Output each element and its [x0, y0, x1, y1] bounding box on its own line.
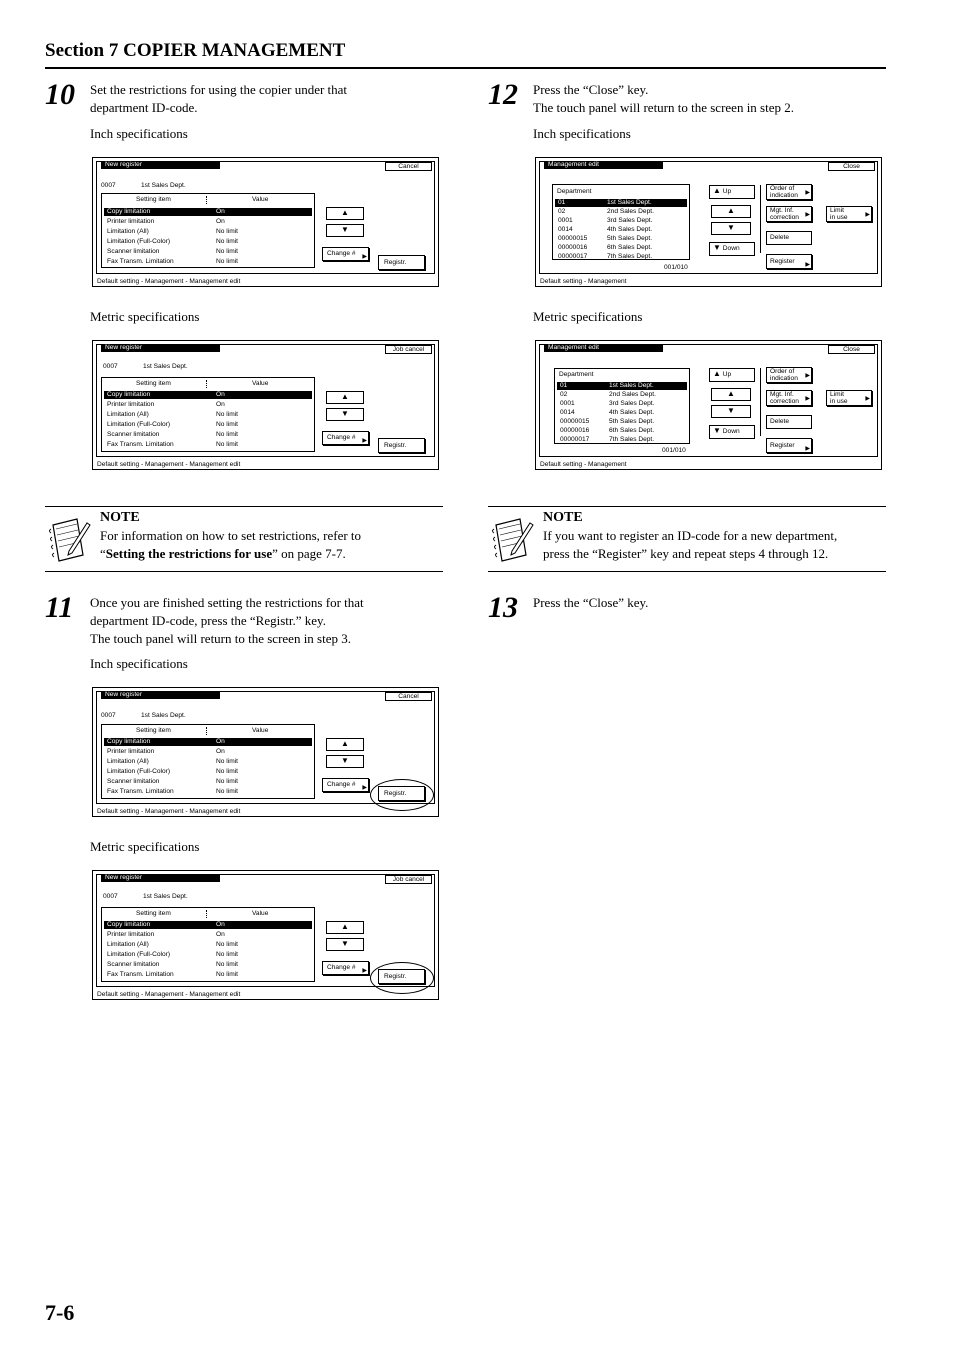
limit-in-use-button[interactable]: Limit in use ▶ — [826, 390, 872, 406]
scroll-up-button[interactable]: ▲ — [711, 205, 751, 218]
notepad-pencil-icon — [490, 515, 534, 565]
dept-name: 1st Sales Dept. — [143, 363, 188, 370]
table-row[interactable]: Fax Transm. Limitation No limit — [107, 971, 238, 978]
screen-title: New register — [101, 691, 220, 699]
note-box — [488, 506, 886, 572]
status-bar: Default setting - Management - Management edit — [97, 808, 241, 815]
delete-button[interactable]: Delete — [766, 415, 812, 429]
step-10-text — [90, 81, 347, 117]
scroll-up-button[interactable]: ▲ — [711, 388, 751, 401]
settings-table — [101, 193, 315, 268]
list-item[interactable]: 02 2nd Sales Dept. — [560, 391, 656, 398]
metric-spec-label: Metric specifications — [533, 309, 643, 324]
table-row[interactable]: Fax Transm. Limitation No limit — [107, 788, 238, 795]
dept-name: 1st Sales Dept. — [141, 182, 186, 189]
management-edit-screen — [535, 340, 882, 470]
note-line: If you want to register an ID-code for a new department, — [543, 528, 838, 543]
highlight-circle — [370, 962, 434, 994]
screen-title: Management edit — [544, 344, 663, 352]
arrow-up-icon: ▲ — [713, 186, 721, 195]
arrow-right-icon: ▶ — [805, 446, 810, 452]
col-value: Value — [252, 910, 269, 917]
col-value: Value — [252, 196, 269, 203]
table-row[interactable]: Limitation (All) No limit — [107, 941, 238, 948]
note-heading: NOTE — [543, 510, 583, 525]
scroll-down-button[interactable]: ▼ — [711, 222, 751, 235]
table-row[interactable]: Limitation (Full-Color) No limit — [107, 768, 238, 775]
arrow-down-icon: ▼ — [713, 243, 721, 252]
inch-spec-label: Inch specifications — [90, 126, 188, 141]
step-12-text — [533, 81, 794, 117]
settings-table — [101, 724, 315, 799]
table-row[interactable]: Fax Transm. Limitation No limit — [107, 441, 238, 448]
list-item[interactable]: 02 2nd Sales Dept. — [558, 208, 654, 215]
metric-spec-label: Metric specifications — [90, 839, 200, 854]
table-row[interactable]: Scanner limitation No limit — [107, 431, 238, 438]
change-number-button[interactable]: Change # ▶ — [322, 247, 369, 261]
list-item[interactable]: 01 1st Sales Dept. — [557, 382, 687, 390]
list-item[interactable]: 0001 3rd Sales Dept. — [560, 400, 655, 407]
table-row[interactable]: Limitation (Full-Color) No limit — [107, 238, 238, 245]
page-counter: 001/010 — [664, 264, 688, 271]
department-header: Department — [557, 188, 592, 195]
new-register-screen — [92, 340, 439, 470]
arrow-right-icon: ▶ — [805, 262, 810, 268]
section-title: Section 7 COPIER MANAGEMENT — [45, 40, 346, 61]
change-number-button[interactable]: Change # ▶ — [322, 431, 369, 445]
up-button[interactable]: ▲ Up — [709, 185, 755, 199]
settings-table — [101, 907, 315, 982]
list-item[interactable]: 01 1st Sales Dept. — [555, 199, 687, 207]
limit-in-use-button[interactable]: Limit in use ▶ — [826, 206, 872, 222]
table-row[interactable]: Limitation (Full-Color) No limit — [107, 951, 238, 958]
note-box — [45, 506, 443, 572]
note-line: “Setting the restrictions for use” on page 7-7. — [100, 546, 346, 561]
scroll-up-button[interactable]: ▲ — [326, 921, 364, 934]
table-row[interactable]: Copy limitation On — [104, 391, 312, 399]
dept-code: 0007 — [103, 363, 118, 370]
arrow-right-icon: ▶ — [865, 396, 870, 402]
step-13-line: Press the “Close” key. — [533, 595, 649, 610]
step-12-number: 12 — [488, 78, 518, 111]
management-edit-screen — [535, 157, 882, 287]
col-value: Value — [252, 727, 269, 734]
notepad-pencil-icon — [47, 515, 91, 565]
change-number-button[interactable]: Change # ▶ — [322, 778, 369, 792]
screen-title: New register — [101, 874, 220, 882]
col-setting-item: Setting item — [136, 727, 171, 734]
arrow-up-icon: ▲ — [713, 369, 721, 378]
scroll-down-button[interactable]: ▼ — [326, 224, 364, 237]
table-row[interactable]: Printer limitation On — [107, 748, 225, 755]
job-cancel-button[interactable]: Job cancel — [385, 345, 432, 354]
table-row[interactable]: Copy limitation On — [104, 208, 312, 216]
step-12-line: Press the “Close” key. — [533, 82, 649, 97]
new-register-screen — [92, 870, 439, 1000]
step-11-text — [90, 594, 364, 648]
col-setting-item: Setting item — [136, 196, 171, 203]
table-row[interactable]: Limitation (All) No limit — [107, 228, 238, 235]
note-heading: NOTE — [100, 510, 140, 525]
up-button[interactable]: ▲ Up — [709, 368, 755, 382]
highlight-circle — [370, 779, 434, 811]
step-13-text — [533, 594, 648, 612]
dept-code: 0007 — [101, 182, 116, 189]
list-item[interactable]: 00000017 7th Sales Dept. — [560, 436, 655, 443]
arrow-right-icon: ▶ — [362, 968, 367, 974]
divider — [760, 368, 761, 436]
note-line: For information on how to set restrictions, refer to — [100, 528, 362, 543]
table-row[interactable]: Copy limitation On — [104, 738, 312, 746]
step-11-line: The touch panel will return to the screen in step 3. — [90, 631, 352, 646]
list-item[interactable]: 00000015 5th Sales Dept. — [558, 235, 653, 242]
arrow-right-icon: ▶ — [362, 785, 367, 791]
order-of-indication-button[interactable]: Order of indication ▶ — [766, 367, 812, 383]
page-number: 7-6 — [45, 1300, 75, 1325]
job-cancel-button[interactable]: Job cancel — [385, 875, 432, 884]
status-bar: Default setting - Management - Management edit — [97, 278, 241, 285]
arrow-right-icon: ▶ — [865, 212, 870, 218]
status-bar: Default setting - Management - Management edit — [97, 991, 241, 998]
table-row[interactable]: Limitation (All) No limit — [107, 411, 238, 418]
dept-name: 1st Sales Dept. — [143, 893, 188, 900]
registr-button[interactable]: Registr. — [378, 969, 425, 984]
table-row[interactable]: Scanner limitation No limit — [107, 961, 238, 968]
scroll-down-button[interactable]: ▼ — [326, 408, 364, 421]
arrow-right-icon: ▶ — [805, 396, 810, 402]
list-item[interactable]: 00000016 6th Sales Dept. — [560, 427, 655, 434]
table-row[interactable]: Limitation (Full-Color) No limit — [107, 421, 238, 428]
scroll-down-button[interactable]: ▼ — [711, 405, 751, 418]
table-row[interactable]: Copy limitation On — [104, 921, 312, 929]
col-setting-item: Setting item — [136, 380, 171, 387]
register-button[interactable]: Register ▶ — [766, 438, 812, 453]
cancel-button[interactable]: Cancel — [385, 692, 432, 701]
page-counter: 001/010 — [662, 447, 686, 454]
registr-button[interactable]: Registr. — [378, 255, 425, 270]
status-bar: Default setting - Management - Management edit — [97, 461, 241, 468]
scroll-up-button[interactable]: ▲ — [326, 207, 364, 220]
table-row[interactable]: Scanner limitation No limit — [107, 778, 238, 785]
department-header: Department — [559, 371, 594, 378]
step-12-line: The touch panel will return to the screen in step 2. — [533, 100, 795, 115]
section-rule — [45, 67, 886, 69]
step-11-number: 11 — [45, 591, 74, 624]
dept-name: 1st Sales Dept. — [141, 712, 186, 719]
scroll-up-button[interactable]: ▲ — [326, 738, 364, 751]
screen-title: Management edit — [544, 161, 663, 169]
change-number-button[interactable]: Change # ▶ — [322, 961, 369, 975]
mgt-inf-correction-button[interactable]: Mgt. Inf. correction ▶ — [766, 390, 812, 406]
note-line: press the “Register” key and repeat steps 4 through 12. — [543, 546, 829, 561]
step-11-line: department ID-code, press the “Registr.” key. — [90, 613, 326, 628]
table-row[interactable]: Scanner limitation No limit — [107, 248, 238, 255]
scroll-down-button[interactable]: ▼ — [326, 938, 364, 951]
scroll-up-button[interactable]: ▲ — [326, 391, 364, 404]
down-button[interactable]: ▼ Down — [709, 242, 755, 256]
metric-spec-label: Metric specifications — [90, 309, 200, 324]
screen-title: New register — [101, 161, 220, 169]
registr-button[interactable]: Registr. — [378, 438, 425, 453]
note-text — [100, 527, 430, 563]
step-11-line: Once you are finished setting the restrictions for that — [90, 595, 364, 610]
col-setting-item: Setting item — [136, 910, 171, 917]
new-register-screen — [92, 687, 439, 817]
order-of-indication-button[interactable]: Order of indication ▶ — [766, 184, 812, 200]
close-button[interactable]: Close — [828, 162, 875, 171]
status-bar: Default setting - Management — [540, 278, 627, 285]
step-13-number: 13 — [488, 591, 518, 624]
step-10-number: 10 — [45, 78, 75, 111]
arrow-right-icon: ▶ — [805, 212, 810, 218]
list-item[interactable]: 00000015 5th Sales Dept. — [560, 418, 655, 425]
arrow-down-icon: ▼ — [713, 426, 721, 435]
list-item[interactable]: 0014 4th Sales Dept. — [560, 409, 655, 416]
table-row[interactable]: Printer limitation On — [107, 218, 225, 225]
inch-spec-label: Inch specifications — [90, 656, 188, 671]
department-list — [554, 368, 690, 444]
arrow-right-icon: ▶ — [805, 190, 810, 196]
step-10-line: department ID-code. — [90, 100, 198, 115]
register-button[interactable]: Register ▶ — [766, 254, 812, 269]
step-10-line: Set the restrictions for using the copier under that — [90, 82, 348, 97]
list-item[interactable]: 00000017 7th Sales Dept. — [558, 253, 653, 260]
settings-table — [101, 377, 315, 452]
arrow-right-icon: ▶ — [362, 438, 367, 444]
dept-code: 0007 — [101, 712, 116, 719]
table-row[interactable]: Printer limitation On — [107, 401, 225, 408]
table-row[interactable]: Limitation (All) No limit — [107, 758, 238, 765]
list-item[interactable]: 00000016 6th Sales Dept. — [558, 244, 653, 251]
screen-title: New register — [101, 344, 220, 352]
list-item[interactable]: 0001 3rd Sales Dept. — [558, 217, 653, 224]
down-button[interactable]: ▼ Down — [709, 425, 755, 439]
inch-spec-label: Inch specifications — [533, 126, 631, 141]
note-text — [543, 527, 883, 563]
new-register-screen — [92, 157, 439, 287]
scroll-down-button[interactable]: ▼ — [326, 755, 364, 768]
status-bar: Default setting - Management — [540, 461, 627, 468]
arrow-right-icon: ▶ — [805, 373, 810, 379]
col-value: Value — [252, 380, 269, 387]
table-row[interactable]: Fax Transm. Limitation No limit — [107, 258, 238, 265]
cancel-button[interactable]: Cancel — [385, 162, 432, 171]
mgt-inf-correction-button[interactable]: Mgt. Inf. correction ▶ — [766, 206, 812, 222]
registr-button[interactable]: Registr. — [378, 786, 425, 801]
department-list — [552, 184, 690, 260]
close-button[interactable]: Close — [828, 345, 875, 354]
divider — [760, 185, 761, 253]
delete-button[interactable]: Delete — [766, 231, 812, 245]
table-row[interactable]: Printer limitation On — [107, 931, 225, 938]
arrow-right-icon: ▶ — [362, 254, 367, 260]
dept-code: 0007 — [103, 893, 118, 900]
list-item[interactable]: 0014 4th Sales Dept. — [558, 226, 653, 233]
